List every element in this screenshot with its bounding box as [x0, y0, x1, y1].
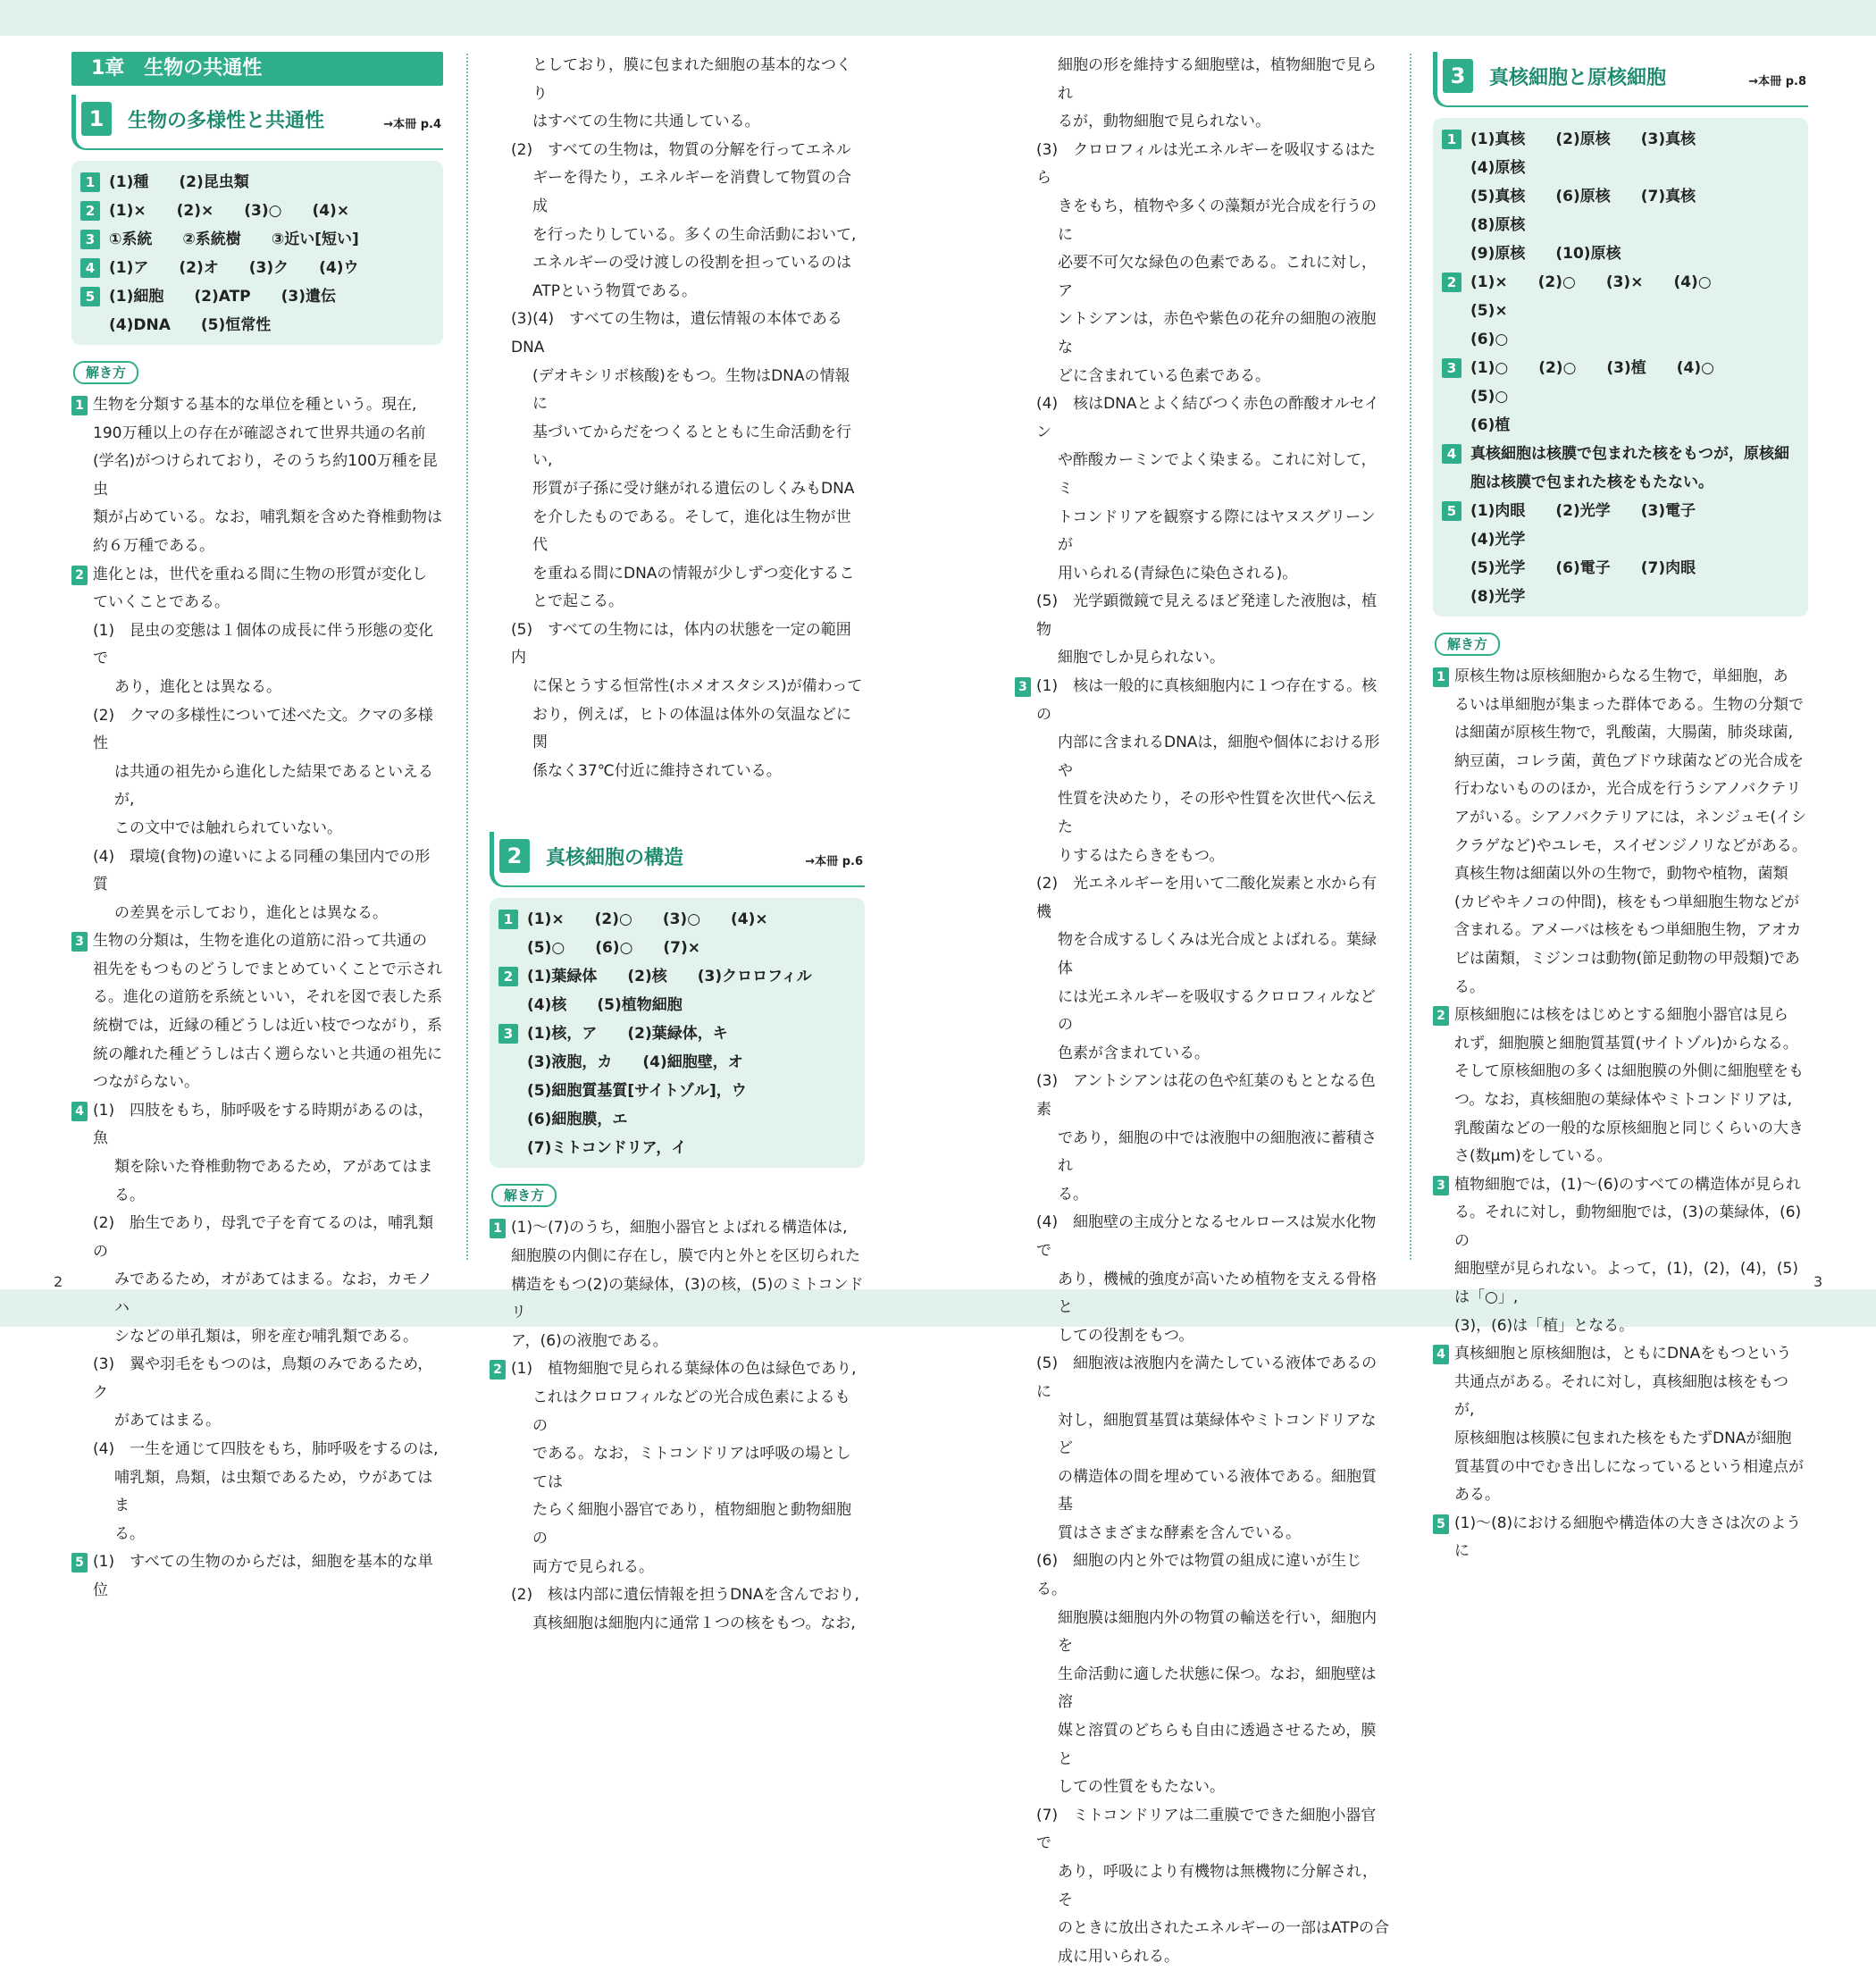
answer-item: (6)細胞膜，エ: [527, 1111, 628, 1129]
question-number-badge: 4: [1442, 444, 1461, 464]
answer-row: [498, 1019, 856, 1162]
answer-item: (5)恒常性: [200, 316, 272, 334]
text-line: 内部に含まれるDNAは，細胞や個体における形や: [1058, 734, 1380, 780]
answer-row: [80, 225, 434, 254]
text-line: 進化とは，世代を重ねる間に生物の形質が変化し: [93, 565, 427, 583]
question-number-badge: 1: [1442, 130, 1461, 149]
text-line: 細胞壁が見られない。よって，(1)，(2)，(4)，(5)は「○」,: [1454, 1260, 1798, 1307]
answer-items: [109, 197, 434, 225]
answer-items: [1470, 125, 1799, 268]
answer-item: (6)電子: [1555, 559, 1611, 577]
answer-item: (5)植物細胞: [597, 996, 683, 1015]
answer-items: [109, 282, 434, 340]
text-line: (1) 昆虫の変態は１個体の成長に伴う形態の変化で: [93, 621, 434, 668]
answer-row: [1442, 354, 1799, 440]
answer-item: (3)植: [1606, 359, 1646, 377]
text-line: る。: [114, 1524, 145, 1543]
explanation-paragraph: [1433, 663, 1808, 860]
text-line: 真核生物は細菌以外の生物で，動物や植物，菌類: [1454, 865, 1788, 884]
text-line: 細胞膜の内側に存在し，膜で内と外とを区切られた: [511, 1247, 860, 1266]
text-line: (4) 細胞壁の主成分となるセルロースは炭水化物で: [1036, 1213, 1377, 1260]
answer-item: (2)○: [1537, 273, 1576, 291]
text-line: クラゲなど)やユレモ，スイゼンジノリなどがある。: [1454, 836, 1807, 855]
answer-item: (2)葉緑体，キ: [627, 1025, 728, 1044]
explanation-paragraph: [490, 1355, 865, 1384]
text-line: (4) 一生を通じて四肢をもち，肺呼吸をするのは,: [93, 1439, 439, 1458]
explanation-label: 解き方: [491, 1184, 557, 1207]
text-line: ある。: [1454, 1486, 1500, 1505]
answer-item: (2)原核: [1555, 130, 1611, 148]
answer-row: [80, 254, 434, 282]
text-line: (6) 細胞の内と外では物質の組成に違いが生じる。: [1036, 1552, 1362, 1599]
answer-item: (3)×: [1605, 273, 1644, 291]
answer-row: [80, 197, 434, 225]
answer-row: [80, 282, 434, 340]
text-line: アがいる。シアノバクテリアには，ネンジュモ(イシ: [1454, 808, 1807, 826]
answer-row: [498, 905, 856, 962]
text-line: 性質を決めたり，その形や性質を次世代へ伝えた: [1058, 790, 1377, 837]
answer-box: [490, 898, 865, 1168]
answer-items: [109, 168, 434, 197]
answer-item: (4)原核: [1470, 159, 1526, 177]
section-header: [490, 832, 865, 887]
column-2: [490, 52, 865, 1632]
column-divider: [1410, 54, 1411, 1260]
question-number-badge: 5: [1442, 501, 1461, 521]
answer-row: [80, 168, 434, 197]
text-line: (3)(4) すべての生物は，遺伝情報の本体であるDNA: [511, 310, 842, 356]
text-line: 統樹では，近縁の種どうしは近い枝でつながり，系: [93, 1017, 442, 1036]
answer-item: (1)×: [527, 910, 565, 929]
text-line: この文中では触れられていない。: [114, 818, 342, 837]
answer-item: (5)光学: [1470, 559, 1526, 577]
text-line: には光エネルギーを吸収するクロロフィルなどの: [1058, 987, 1376, 1035]
text-line: 質基質の中でむき出しになっているという相違点が: [1454, 1457, 1804, 1476]
question-number-badge: 3: [80, 230, 100, 249]
text-line: (1)〜(8)における細胞や構造体の大きさは次のように: [1454, 1514, 1802, 1561]
answer-item: (2)ATP: [194, 288, 251, 306]
question-number-badge: 1: [498, 910, 518, 929]
answer-item: (3)電子: [1640, 502, 1696, 520]
text-line: 質はさまざまな酵素を含んでいる。: [1058, 1523, 1301, 1542]
answer-item: (4)細胞壁，オ: [642, 1053, 743, 1072]
column-3: [1015, 52, 1390, 1966]
text-line: たらく細胞小器官であり，植物細胞と動物細胞の: [532, 1501, 851, 1547]
text-line: つながらない。: [93, 1073, 199, 1092]
section-header: [71, 95, 443, 150]
text-line: シなどの単孔類は，卵を産む哺乳類である。: [114, 1327, 418, 1346]
explanation-paragraph: [71, 391, 443, 561]
text-line: は細菌が原核生物で，乳酸菌，大腸菌，肺炎球菌,: [1454, 724, 1794, 742]
answer-item: (6)原核: [1555, 188, 1611, 205]
text-line: ていくことである。: [93, 593, 230, 612]
answer-item: ③近い[短い]: [271, 231, 359, 248]
answer-item: (8)原核: [1470, 216, 1526, 234]
text-line: (2) クマの多様性について述べた文。クマの多様性: [93, 706, 433, 753]
text-line: ビは菌類，ミジンコは動物(節足動物の甲殻類)であ: [1454, 949, 1800, 968]
section-number: 1: [81, 102, 112, 136]
question-number-badge: 5: [1433, 1514, 1449, 1534]
text-line: 基づいてからだをつくるとともに生命活動を行い,: [532, 423, 851, 470]
answer-item: (2)昆虫類: [179, 173, 249, 191]
explanation-paragraph: [1433, 1171, 1808, 1341]
answer-item: (7)真核: [1640, 188, 1696, 205]
answer-item: (1)細胞: [109, 288, 164, 306]
question-number-badge: 3: [1442, 358, 1461, 378]
text-line: 係なく37℃付近に維持されている。: [532, 761, 782, 780]
text-line: (7) ミトコンドリアは二重膜でできた細胞小器官で: [1036, 1806, 1377, 1853]
explanation-label: 解き方: [73, 361, 138, 384]
answer-item: (4)光学: [1470, 531, 1526, 549]
answer-item: (9)原核: [1470, 245, 1526, 263]
answer-items: [109, 254, 434, 282]
answer-item: (5)細胞質基質[サイトゾル]，ウ: [527, 1082, 747, 1101]
answer-items: [1470, 440, 1820, 497]
text-line: あり，呼吸により有機物は無機物に分解され，そ: [1058, 1863, 1378, 1909]
text-line: 原核生物は原核細胞からなる生物で，単細胞，あ: [1454, 667, 1788, 685]
question-number-badge: 1: [490, 1219, 506, 1238]
question-number-badge: 4: [1433, 1345, 1449, 1364]
text-line: 構造をもつ(2)の葉緑体，(3)の核，(5)のミトコンドリ: [511, 1275, 864, 1322]
text-line: (1) 四肢をもち，肺呼吸をする時期があるのは，魚: [93, 1101, 434, 1148]
answer-item: (1)葉緑体: [527, 968, 598, 986]
text-line: きをもち，植物や多くの藻類が光合成を行うのに: [1058, 197, 1377, 244]
answer-item: (2)オ: [179, 259, 219, 277]
text-line: (カビやキノコの仲間)，核をもつ単細胞生物などが: [1454, 893, 1800, 911]
text-line: るが，動物細胞で見られない。: [1058, 113, 1270, 131]
answer-item: (6)○: [1470, 331, 1509, 348]
text-line: 190万種以上の存在が確認されて世界共通の名前: [93, 424, 426, 442]
text-line: (学名)がつけられており，そのうち約100万種を昆虫: [93, 452, 438, 499]
answer-item: (2)×: [176, 202, 214, 220]
explanation-paragraph: [71, 1548, 443, 1605]
question-number-badge: 3: [498, 1024, 518, 1044]
answer-item: (4)ウ: [319, 259, 359, 277]
explanations: [71, 391, 443, 1606]
question-number-badge: 1: [80, 172, 100, 192]
text-line: 植物細胞では，(1)〜(6)のすべての構造体が見られ: [1454, 1175, 1801, 1194]
section-number: 2: [499, 839, 530, 873]
text-line: に保とうする恒常性(ホメオスタシス)が備わって: [532, 677, 863, 696]
explanations-continued: [1015, 52, 1390, 1971]
text-line: 行わないもののほか，光合成を行うシアノバクテリ: [1454, 780, 1802, 799]
text-line: どに含まれている色素である。: [1058, 366, 1270, 385]
answer-item: (3)液胞，カ: [527, 1053, 613, 1072]
column-1: [71, 52, 443, 1599]
text-line: 統の離れた種どうしは古く遡らないと共通の祖先に: [93, 1044, 442, 1063]
question-number-badge: 5: [80, 287, 100, 306]
answer-item: (6)植: [1470, 416, 1511, 434]
answer-items: [1470, 497, 1799, 611]
text-line: (1) 植物細胞で見られる葉緑体の色は緑色であり,: [511, 1360, 857, 1379]
text-line: りするはたらきをもつ。: [1058, 846, 1225, 865]
answer-item: (8)光学: [1470, 588, 1526, 606]
answer-box: [71, 161, 443, 345]
text-line: (3) アントシアンは花の色や紅葉のもととなる色素: [1036, 1072, 1376, 1119]
section-reference: →本冊 p.4: [383, 118, 441, 131]
answer-item: 胞は核膜で包まれた核をもたない。: [1470, 474, 1713, 491]
text-line: トコンドリアを観察する際にはヤヌスグリーンが: [1058, 507, 1376, 555]
question-number-badge: 2: [498, 967, 518, 986]
answer-item: (7)ミトコンドリア，イ: [527, 1139, 687, 1158]
text-line: である。なお，ミトコンドリアは呼吸の場としては: [532, 1445, 851, 1491]
answer-item: (1)ア: [109, 259, 149, 277]
explanation-label: 解き方: [1435, 633, 1500, 656]
text-line: (1) すべての生物のからだは，細胞を基本的な単位: [93, 1553, 433, 1599]
answer-item: (3)真核: [1640, 130, 1696, 148]
page-number-right: 3: [1813, 1273, 1823, 1290]
text-line: ギーを得たり，エネルギーを消費して物質の合成: [532, 169, 851, 215]
question-number-badge: 4: [80, 258, 100, 278]
text-line: 乳酸菌などの一般的な原核細胞と同じくらいの大き: [1454, 1119, 1804, 1137]
text-line: (5) 細胞液は液胞内を満たしている液体であるのに: [1036, 1355, 1378, 1401]
text-line: みであるため，オがあてはまる。なお，カモノハ: [114, 1271, 433, 1317]
answer-item: (2)○: [1538, 359, 1577, 377]
text-line: る。それに対し，動物細胞では，(3)の葉緑体，(6)の: [1454, 1204, 1802, 1250]
text-line: 用いられる(青緑色に染色される)。: [1058, 564, 1298, 583]
top-band: [0, 0, 1876, 36]
text-line: を行ったりしている。多くの生命活動において,: [532, 225, 857, 244]
text-line: これはクロロフィルなどの光合成色素によるもの: [532, 1388, 850, 1435]
text-line: は共通の祖先から進化した結果であるといえるが,: [114, 762, 433, 809]
text-line: (5) すべての生物には，体内の状態を一定の範囲内: [511, 620, 851, 667]
text-line: おり，例えば，ヒトの体温は体外の気温などに関: [532, 705, 851, 752]
section-reference: →本冊 p.8: [1748, 75, 1806, 88]
question-number-badge: 3: [1433, 1176, 1449, 1195]
question-number-badge: 2: [80, 201, 100, 221]
text-line: ントシアンは，赤色や紫色の花弁の細胞の液胞な: [1058, 310, 1377, 356]
text-line: るいは単細胞が集まった群体である。生物の分類で: [1454, 695, 1804, 714]
text-line: 細胞膜は細胞内外の物質の輸送を行い，細胞内を: [1058, 1608, 1377, 1656]
text-line: (4) 環境(食物)の違いによる同種の集団内での形質: [93, 847, 431, 894]
answer-item: (3)遺伝: [281, 288, 337, 306]
section-header: [1433, 52, 1808, 107]
text-line: (2) 胎生であり，母乳で子を育てるのは，哺乳類の: [93, 1214, 434, 1261]
text-line: (2) 核は内部に遺伝情報を担うDNAを含んでおり,: [511, 1586, 859, 1605]
text-line: を介したものである。そして，進化は生物が世代: [532, 507, 851, 555]
text-line: しての役割をもつ。: [1058, 1326, 1194, 1345]
answer-item: (4)×: [731, 910, 768, 929]
text-line: 約６万種である。: [93, 536, 214, 555]
answer-items: [527, 962, 856, 1019]
column-divider: [466, 54, 468, 1260]
section-reference: →本冊 p.6: [805, 855, 863, 869]
answer-item: (4)○: [1676, 359, 1714, 377]
answer-items: [527, 1019, 856, 1162]
text-line: の構造体の間を埋めている液体である。細胞質基: [1058, 1467, 1377, 1514]
question-number-badge: 5: [71, 1553, 88, 1573]
answer-item: (7)×: [663, 939, 701, 958]
explanations-continued: [490, 52, 865, 785]
text-line: 祖先をもつものどうしでまとめていくことで示され: [93, 960, 442, 978]
answer-row: [1442, 125, 1799, 268]
answer-item: (4)○: [1673, 273, 1712, 291]
answer-items: [1470, 354, 1799, 440]
section-number: 3: [1443, 59, 1473, 93]
answer-item: (3)クロロフィル: [697, 968, 812, 986]
text-line: や酢酸カーミンでよく染まる。これに対して，ミ: [1058, 451, 1377, 498]
text-line: の差異を示しており，進化とは異なる。: [114, 903, 388, 922]
explanation-paragraph: [490, 1214, 865, 1355]
answer-item: (2)光学: [1555, 502, 1611, 520]
answer-item: (1)×: [1470, 273, 1508, 291]
text-line: 必要不可欠な緑色の色素である。これに対し，ア: [1058, 254, 1377, 300]
section-title: 真核細胞と原核細胞: [1489, 67, 1667, 89]
answer-items: [109, 225, 434, 254]
text-line: 両方で見られる。: [532, 1557, 654, 1576]
answer-item: (1)肉眼: [1470, 502, 1526, 520]
answer-item: (5)真核: [1470, 188, 1526, 205]
text-line: 形質が子孫に受け継がれる遺伝のしくみもDNA: [532, 479, 855, 498]
text-line: 真核細胞は細胞内に通常１つの核をもつ。なお,: [532, 1614, 856, 1632]
question-number-badge: 2: [490, 1360, 506, 1380]
answer-row: [1442, 440, 1799, 497]
answer-item: (4)×: [312, 202, 350, 220]
question-number-badge: 3: [1015, 677, 1031, 697]
answer-box: [1433, 118, 1808, 616]
answer-item: (1)種: [109, 173, 149, 191]
text-line: を重ねる間にDNAの情報が少しずつ変化するこ: [532, 564, 855, 583]
text-line: (3)，(6)は「植」となる。: [1454, 1316, 1635, 1335]
text-line: 納豆菌，コレラ菌，黄色ブドウ球菌などの光合成を: [1454, 751, 1804, 770]
text-line: あり，進化とは異なる。: [114, 677, 281, 696]
answer-item: (7)肉眼: [1640, 559, 1696, 577]
text-line: 原核細胞には核をはじめとする細胞小器官は見ら: [1454, 1006, 1788, 1025]
text-line: つ。なお，真核細胞の葉緑体やミトコンドリアは,: [1454, 1090, 1793, 1109]
answer-item: ②系統樹: [182, 231, 241, 248]
explanation-paragraph: [1433, 1510, 1808, 1566]
text-line: ATPという物質である。: [532, 281, 697, 300]
text-line: 生物を分類する基本的な単位を種という。現在,: [93, 396, 417, 414]
explanation-paragraph: [1433, 1340, 1808, 1510]
page-number-left: 2: [54, 1273, 63, 1290]
answer-item: (5)○: [1470, 388, 1509, 406]
explanations: [1433, 663, 1808, 1566]
answer-item: (4)核: [527, 996, 567, 1015]
explanation-paragraph: [1015, 673, 1390, 729]
answer-item: (5)×: [1470, 302, 1508, 320]
question-number-badge: 4: [71, 1102, 88, 1121]
answer-item: (2)○: [594, 910, 632, 929]
text-line: とで起こる。: [532, 592, 624, 611]
text-line: 対し，細胞質基質は葉緑体やミトコンドリアなど: [1058, 1411, 1377, 1458]
answer-item: (4)DNA: [109, 316, 171, 334]
question-number-badge: 2: [1433, 1006, 1449, 1026]
answer-item: (5)○: [527, 939, 565, 958]
text-line: 物を合成するしくみは光合成とよばれる。葉緑体: [1058, 931, 1377, 977]
text-line: 細胞でしか見られない。: [1058, 649, 1225, 667]
answer-row: [1442, 268, 1799, 354]
question-number-badge: 3: [71, 932, 88, 952]
text-line: (1)〜(7)のうち，細胞小器官とよばれる構造体は,: [511, 1219, 848, 1237]
answer-item: (10)原核: [1555, 245, 1621, 263]
text-line: そして原核細胞の多くは細胞膜の外側に細胞壁をも: [1454, 1062, 1804, 1081]
answer-items: [1470, 268, 1799, 354]
answer-item: (1)×: [109, 202, 147, 220]
explanation-paragraph: [71, 561, 443, 617]
section-title: 生物の多様性と共通性: [128, 110, 325, 132]
text-line: (5) 光学顕微鏡で見えるほど発達した液胞は，植物: [1036, 592, 1378, 639]
text-line: (3) 翼や羽毛をもつのは，鳥類のみであるため，ク: [93, 1355, 433, 1402]
text-line: があてはまる。: [114, 1412, 221, 1430]
text-line: はすべての生物に共通している。: [532, 113, 760, 131]
text-line: (4) 核はDNAとよく結びつく赤色の酢酸オルセイン: [1036, 395, 1380, 441]
text-line: 類が占めている。なお，哺乳類を含めた脊椎動物は: [93, 508, 442, 527]
answer-items: [527, 905, 856, 962]
text-line: 細胞の形を維持する細胞壁は，植物細胞で見られ: [1058, 56, 1377, 103]
text-line: のときに放出されたエネルギーの一部はATPの合: [1058, 1919, 1389, 1938]
answer-item: (2)核: [627, 968, 667, 986]
answer-item: (1)核，ア: [527, 1025, 598, 1044]
answer-item: (1)○: [1470, 359, 1509, 377]
explanation-paragraph: [71, 927, 443, 1097]
answer-item: ①系統: [109, 231, 153, 248]
question-number-badge: 2: [71, 566, 88, 585]
explanations: [490, 1214, 865, 1638]
answer-item: (1)真核: [1470, 130, 1526, 148]
text-line: (デオキシリボ核酸)をもつ。生物はDNAの情報に: [532, 366, 850, 414]
answer-item: (3)○: [662, 910, 701, 929]
text-line: 含まれる。アメーバは核をもつ単細胞生物，アオカ: [1454, 921, 1802, 940]
text-line: しての性質をもたない。: [1058, 1778, 1225, 1797]
section-title: 真核細胞の構造: [546, 847, 684, 870]
text-line: 媒と溶質のどちらも自由に透過させるため，膜と: [1058, 1722, 1377, 1768]
text-line: あり，機械的強度が高いため植物を支える骨格と: [1058, 1270, 1377, 1317]
text-line: 類を除いた脊椎動物であるため，アがあてはまる。: [114, 1158, 433, 1204]
text-line: 哺乳類，鳥類，は虫類であるため，ウがあてはま: [114, 1468, 433, 1515]
text-line: 原核細胞は核膜に包まれた核をもたずDNAが細胞: [1454, 1430, 1792, 1448]
text-line: 生命活動に適した状態に保つ。なお，細胞壁は溶: [1058, 1665, 1377, 1712]
text-line: ア，(6)の液胞である。: [511, 1331, 668, 1350]
text-line: (1) 核は一般的に真核細胞内に１つ存在する。核の: [1036, 677, 1378, 724]
text-line: (2) 光エネルギーを用いて二酸化炭素と水から有機: [1036, 875, 1378, 921]
answer-item: 真核細胞は核膜で包まれた核をもつが，原核細: [1470, 445, 1789, 463]
text-line: 共通点がある。それに対し，真核細胞は核をもつが,: [1454, 1372, 1788, 1420]
text-line: (3) クロロフィルは光エネルギーを吸収するはたら: [1036, 140, 1376, 188]
text-line: 真核細胞と原核細胞は，ともにDNAをもつという: [1454, 1345, 1792, 1363]
text-line: る。進化の道筋を系統といい，それを図で表した系: [93, 988, 442, 1007]
answer-item: (3)○: [244, 202, 282, 220]
text-line: る。: [1454, 977, 1485, 996]
text-line: さ(数μm)をしている。: [1454, 1147, 1612, 1166]
text-line: (2) すべての生物は，物質の分解を行ってエネル: [511, 140, 851, 159]
question-number-badge: 2: [1442, 273, 1461, 292]
answer-row: [1442, 497, 1799, 611]
chapter-title: 1章 生物の共通性: [71, 52, 443, 86]
text-line: 色素が含まれている。: [1058, 1044, 1210, 1062]
text-line: 生物の分類は，生物を進化の道筋に沿って共通の: [93, 932, 427, 951]
text-line: る。: [1058, 1185, 1088, 1204]
column-4: [1433, 52, 1808, 1561]
answer-item: (6)○: [595, 939, 633, 958]
text-line: としており，膜に包まれた細胞の基本的なつくり: [532, 56, 851, 103]
explanation-paragraph: [1433, 1002, 1808, 1171]
answer-item: (3)ク: [248, 259, 289, 277]
text-line: エネルギーの受け渡しの役割を担っているのは: [532, 254, 851, 273]
explanation-paragraph: [71, 1097, 443, 1153]
question-number-badge: 1: [71, 396, 88, 415]
answer-row: [498, 962, 856, 1019]
text-line: 成に用いられる。: [1058, 1947, 1179, 1966]
question-number-badge: 1: [1433, 667, 1449, 687]
text-line: であり，細胞の中では液胞中の細胞液に蓄積され: [1058, 1128, 1377, 1176]
text-line: れず，細胞膜と細胞質基質(サイトゾル)からなる。: [1454, 1034, 1798, 1053]
